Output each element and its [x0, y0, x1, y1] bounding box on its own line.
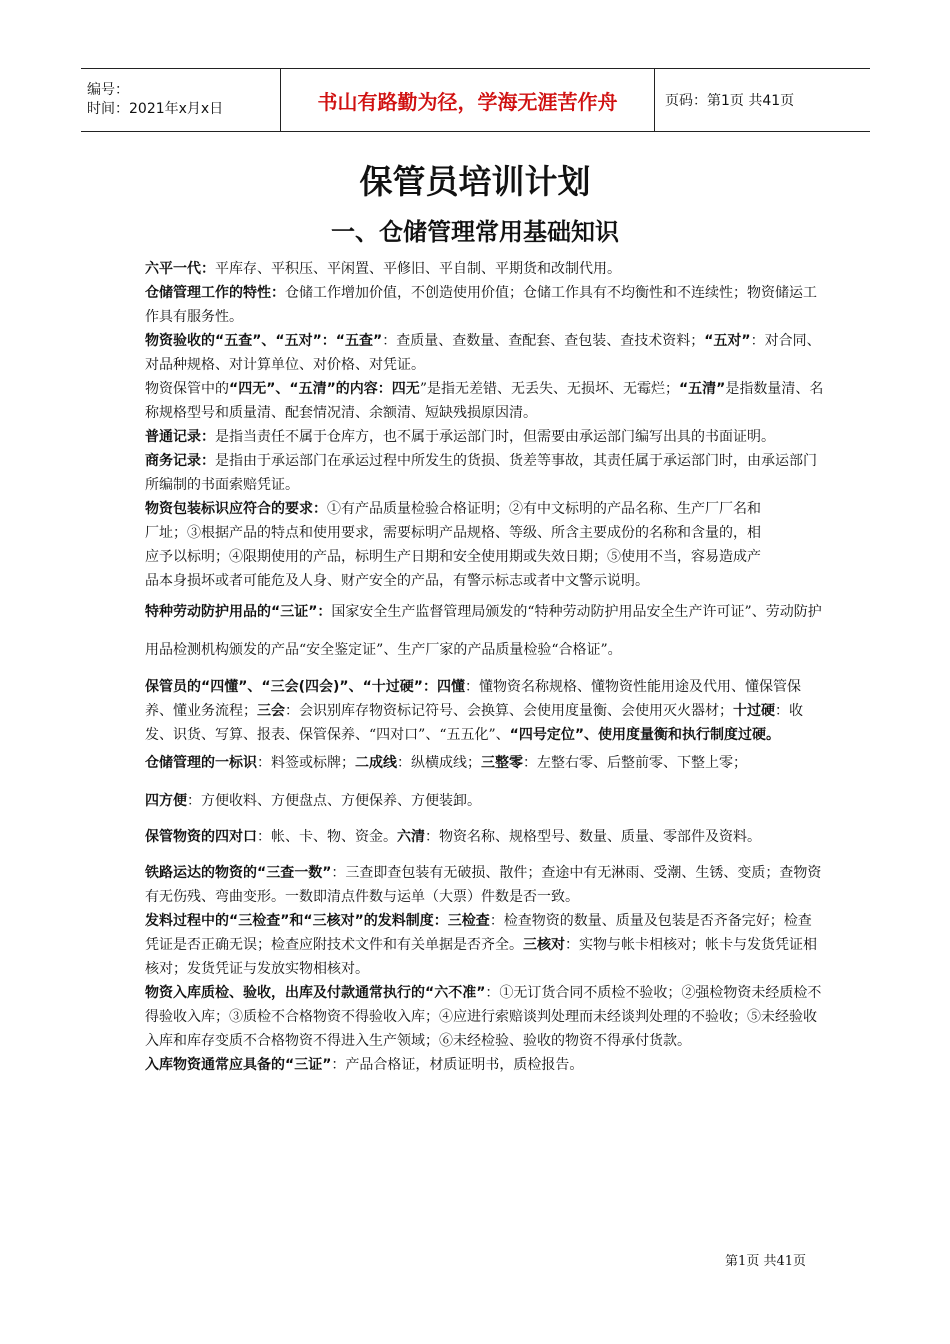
- definition: 是指当责任不属于仓库方，也不属于承运部门时，但需要由承运部门编写出具的书面证明。: [215, 429, 775, 445]
- definition: ：三查即查包装有无破损、散件；查途中有无淋雨、受潮、生锈、变质；查物资有无伤残、弯曲变形。一数即清点件数与运单（大票）件数是否一致。: [145, 865, 822, 905]
- term: 四方便: [145, 793, 187, 809]
- document-time-label: 时间：2021年x月x日: [87, 101, 224, 117]
- term: 三核对: [523, 937, 565, 953]
- definition: ：物资名称、规格型号、数量、质量、零部件及资料。: [425, 829, 761, 845]
- paragraph: [145, 861, 825, 909]
- paragraph: [145, 377, 825, 425]
- document-number-label: 编号：: [87, 82, 129, 98]
- page-footer: 第1页 共41页: [725, 1254, 806, 1269]
- definition: 是指由于承运部门在承运过程中所发生的货损、货差等事故，其责任属于承运部门时，由承运部门所编制的书面索赔凭证。: [145, 453, 817, 493]
- paragraph: [145, 449, 825, 497]
- paragraph: [145, 789, 825, 813]
- definition: 国家安全生产监督管理局颁发的“特种劳动防护用品安全生产许可证”、劳动防护用品检测机构颁发的产品“安全鉴定证”、生产厂家的产品质量检验“合格证”。: [145, 604, 822, 658]
- paragraph: [145, 981, 825, 1053]
- paragraph: [145, 257, 825, 281]
- definition: ：纵横成线；: [397, 755, 481, 771]
- term: 保管员的“四懂”、“三会(四会)”、“十过硬”：四懂: [145, 679, 466, 695]
- term: 特种劳动防护用品的“三证”：: [145, 604, 332, 620]
- term: 六平一代：: [145, 261, 215, 277]
- paragraph: [145, 675, 825, 747]
- paragraph: [145, 497, 825, 593]
- term: 仓储管理的一标识: [145, 755, 257, 771]
- definition: ：左整右零、后整前零、下整上零；: [523, 755, 747, 771]
- definition: ：懂物资名称规格、懂物资性能用途及代用、懂保管保养、懂业务流程；: [145, 679, 802, 719]
- paragraph: [145, 329, 825, 377]
- document-body: [145, 257, 825, 1077]
- definition: ：①无订货合同不质检不验收；②强检物资未经质检不得验收入库；③质检不合格物资不得验收入库；④应进行索赔谈判处理而未经谈判处理的不验收；⑤未经验收入库和库存变质不合格物资不得进入生产领域；⑥未经检验、验收的物资不得承付货款。: [145, 985, 822, 1049]
- term: 六清: [397, 829, 425, 845]
- term: 物资入库质检、验收，出库及付款通常执行的“六不准”: [145, 985, 486, 1001]
- paragraph: [145, 425, 825, 449]
- definition: ：方便收料、方便盘点、方便保养、方便装卸。: [187, 793, 481, 809]
- term: 十过硬: [733, 703, 775, 719]
- definition: 平库存、平积压、平闲置、平修旧、平自制、平期货和改制代用。: [215, 261, 621, 277]
- term: 入库物资通常应具备的“三证”: [145, 1057, 332, 1073]
- paragraph: [145, 593, 825, 669]
- term: “五清”: [678, 381, 726, 397]
- definition: ：帐、卡、物、资金。: [257, 829, 397, 845]
- paragraph: [145, 751, 825, 775]
- definition: 物资保管中的: [145, 381, 229, 397]
- term: 商务记录：: [145, 453, 215, 469]
- definition: ①有产品质量检验合格证明；②有中文标明的产品名称、生产厂厂名和厂址；③根据产品的特点和使用要求，需要标明产品规格、等级、所含主要成份的名称和含量的，相应予以标明；④限期使用的产品，标明生产日期和安全使用期或失效日期；⑤使用不当，容易造成产品本身损坏或者可能危及人身、财产安全的产品，有警示标志或者中文警示说明。: [145, 501, 761, 589]
- definition: ：收发、识货、写算、报表、保管保养、“四对口”、“五五化”、: [145, 703, 803, 743]
- paragraph: [145, 1053, 825, 1077]
- definition: ：料签或标牌；: [257, 755, 355, 771]
- term: 二成线: [355, 755, 397, 771]
- definition: ：查质量、查数量、查配套、查包装、查技术资料；: [382, 333, 705, 349]
- definition: ：对合同、对品种规格、对计算单位、对价格、对凭证。: [145, 333, 821, 373]
- paragraph: [145, 281, 825, 329]
- term: 铁路运达的物资的“三查一数”: [145, 865, 332, 881]
- header-meta: [81, 69, 281, 131]
- header-motto: 书山有路勤为径，学海无涯苦作舟: [281, 69, 655, 131]
- header-page-number: 页码：第1页 共41页: [665, 93, 795, 109]
- paragraph: [145, 825, 825, 849]
- definition: ：检查物资的数量、质量及包装是否齐备完好；检查凭证是否正确无误；检查应附技术文件和有关单据是否齐全。: [145, 913, 812, 953]
- definition: ”是指无差错、无丢失、无损坏、无霉烂；: [419, 381, 679, 397]
- definition: ：会识别库存物资标记符号、会换算、会使用度量衡、会使用灭火器材；: [285, 703, 733, 719]
- definition: ：实物与帐卡相核对；帐卡与发货凭证相核对；发货凭证与发放实物相核对。: [145, 937, 817, 977]
- section-title: 一、仓储管理常用基础知识: [331, 218, 619, 246]
- term: 三整零: [481, 755, 523, 771]
- definition: ：产品合格证，材质证明书，质检报告。: [331, 1057, 584, 1073]
- page-header: [81, 68, 870, 132]
- definition: 仓储工作增加价值，不创造使用价值；仓储工作具有不均衡性和不连续性；物资储运工作具有服务性。: [145, 285, 817, 325]
- term: 发料过程中的“三检查”和“三核对”的发料制度：三检查: [145, 913, 490, 929]
- term: “四无”、“五清”的内容：四无: [229, 381, 420, 397]
- definition: 是指数量清、名称规格型号和质量清、配套情况清、余额清、短缺残损原因清。: [145, 381, 824, 421]
- term: 物资验收的“五查”、“五对”：“五查”: [145, 333, 383, 349]
- term: 仓储管理工作的特性：: [145, 285, 285, 301]
- paragraph: [145, 909, 825, 981]
- term: 普通记录：: [145, 429, 215, 445]
- term: “四号定位”、使用度量衡和执行制度过硬。: [509, 727, 781, 743]
- term: 保管物资的四对口: [145, 829, 257, 845]
- document-title: 保管员培训计划: [359, 162, 591, 201]
- term: 物资包装标识应符合的要求：: [145, 501, 327, 517]
- term: “五对”: [704, 333, 751, 349]
- term: 三会: [257, 703, 285, 719]
